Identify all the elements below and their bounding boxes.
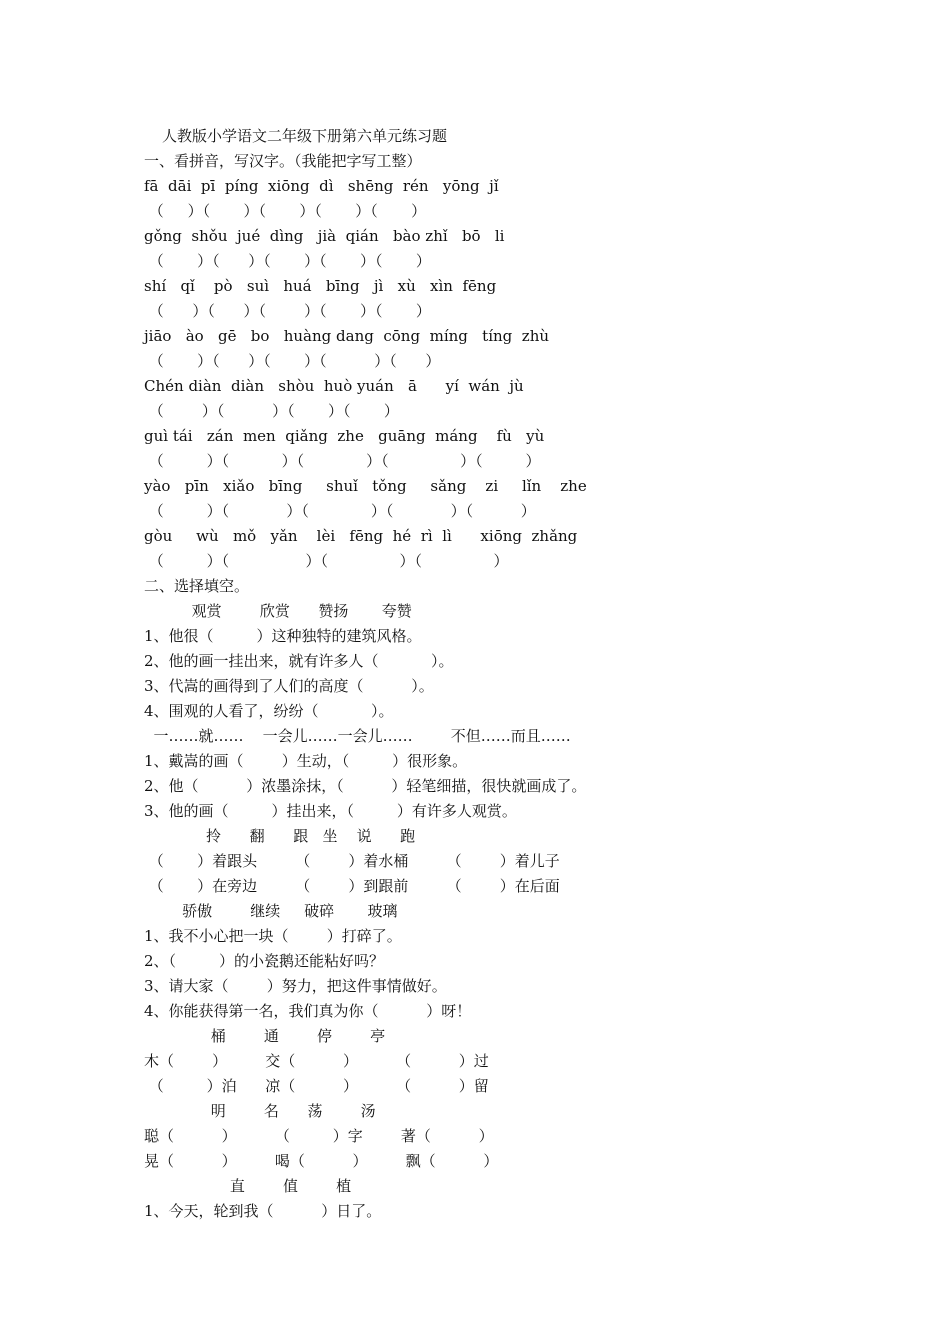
worksheet-line: 晃（ ） 喝（ ） 飘（ ） <box>144 1152 499 1170</box>
worksheet-line: （ ）（ ）（ ）（ ） <box>144 402 399 420</box>
worksheet-line: （ ）（ ）（ ）（ ）（ ） <box>144 352 441 370</box>
worksheet-line: 观赏 欣赏 赞扬 夸赞 <box>144 602 412 620</box>
worksheet-line: 4、围观的人看了，纷纷（ ）。 <box>144 702 394 720</box>
worksheet-line: （ ）着跟头 （ ）着水桶 （ ）着儿子 <box>144 852 560 870</box>
worksheet-line: 4、你能获得第一名，我们真为你（ ）呀！ <box>144 1002 472 1020</box>
worksheet-line: 明 名 荡 汤 <box>144 1102 376 1120</box>
worksheet-line: （ ）（ ）（ ）（ ）（ ） <box>144 502 536 520</box>
worksheet-line: guì tái zán men qiǎng zhe guāng máng fù yù <box>144 427 545 445</box>
worksheet-line: gǒng shǒu jué dìng jià qián bào zhǐ bō li <box>144 227 505 245</box>
worksheet-line: fā dāi pī píng xiōng dì shēng rén yōng jǐ <box>144 177 499 195</box>
worksheet-line: （ ）（ ）（ ）（ ） <box>144 552 509 570</box>
worksheet-line: 1、我不小心把一块（ ）打碎了。 <box>144 927 402 945</box>
worksheet-line: 木（ ） 交（ ） （ ）过 <box>144 1052 489 1070</box>
worksheet-line: 1、他很（ ）这种独特的建筑风格。 <box>144 627 422 645</box>
worksheet-line: 3、请大家（ ）努力，把这件事情做好。 <box>144 977 447 995</box>
worksheet-line: 2、他（ ）浓墨涂抹，（ ）轻笔细描，很快就画成了。 <box>144 777 587 795</box>
worksheet-line: （ ）在旁边 （ ）到跟前 （ ）在后面 <box>144 877 560 895</box>
worksheet-line: 2、（ ）的小瓷鹅还能粘好吗？ <box>144 952 384 970</box>
worksheet-line: 骄傲 继续 破碎 玻璃 <box>144 902 398 920</box>
worksheet-line: 一、看拼音，写汉字。（我能把字写工整） <box>144 152 422 170</box>
worksheet-line: 1、今天，轮到我（ ）日了。 <box>144 1202 382 1220</box>
worksheet-line: （ ）（ ）（ ）（ ）（ ） <box>144 302 431 320</box>
worksheet-line: Chén diàn diàn shòu huò yuán ā yí wán jù <box>144 377 524 395</box>
worksheet-line: gòu wù mǒ yǎn lèi fēng hé rì lì xiōng zhǎng <box>144 527 578 545</box>
worksheet-line: 2、他的画一挂出来，就有许多人（ ）。 <box>144 652 454 670</box>
worksheet-line: 直 值 植 <box>144 1177 352 1195</box>
worksheet-line: jiāo ào gē bo huàng dang cōng míng tíng zhù <box>144 327 550 345</box>
worksheet-line: 拎 翻 跟 坐 说 跑 <box>144 827 416 845</box>
worksheet-line: （ ）（ ）（ ）（ ）（ ） <box>144 452 541 470</box>
document-title: 人教版小学语文二年级下册第六单元练习题 <box>162 127 448 145</box>
worksheet-line: 二、选择填空。 <box>144 577 250 595</box>
worksheet-line: 1、戴嵩的画（ ）生动，（ ）很形象。 <box>144 752 468 770</box>
worksheet-line: （ ）（ ）（ ）（ ）（ ） <box>144 202 427 220</box>
worksheet-line: 聪（ ） （ ）字 著（ ） <box>144 1127 494 1145</box>
worksheet-line: 3、他的画（ ）挂出来，（ ）有许多人观赏。 <box>144 802 517 820</box>
worksheet-line: 3、代嵩的画得到了人们的高度（ ）。 <box>144 677 434 695</box>
worksheet-line: yào pīn xiǎo bīng shuǐ tǒng sǎng zi lǐn zhe <box>144 477 587 495</box>
worksheet-line: shí qǐ pò suì huá bīng jì xù xìn fēng <box>144 277 497 295</box>
worksheet-line: （ ）泊 凉（ ） （ ）留 <box>144 1077 489 1095</box>
worksheet-line: 桶 通 停 亭 <box>144 1027 386 1045</box>
worksheet-line: 一……就…… 一会儿……一会儿…… 不但……而且…… <box>144 727 571 745</box>
worksheet-line: （ ）（ ）（ ）（ ）（ ） <box>144 252 431 270</box>
